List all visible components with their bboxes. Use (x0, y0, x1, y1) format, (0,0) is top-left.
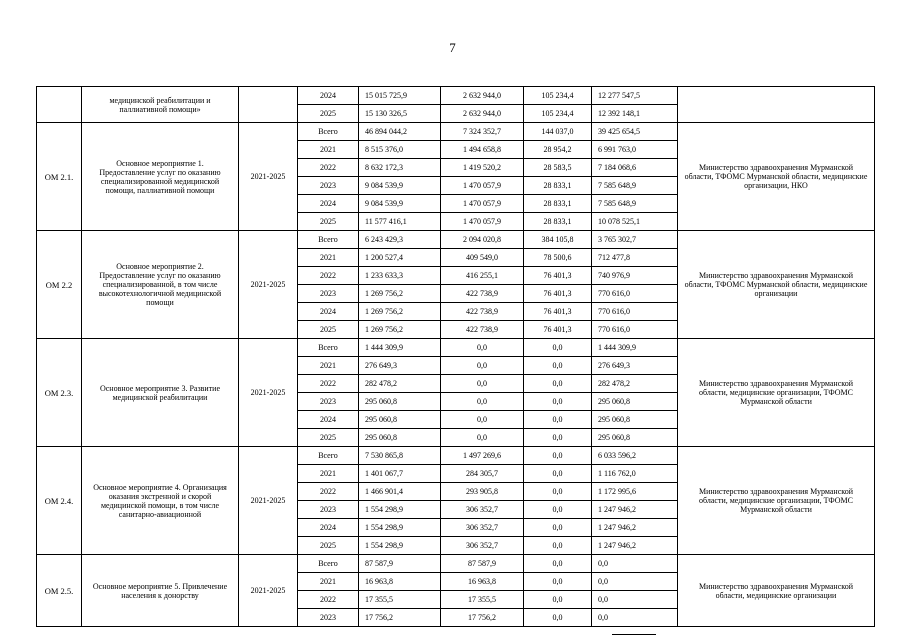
measure-name: Основное мероприятие 1. Предоставление услуг по оказанию специализированной медицинской помощи, паллиативной помощи (82, 123, 239, 231)
measure-code (37, 87, 82, 123)
federal-cell: 0,0 (441, 429, 524, 447)
year-cell: 2022 (298, 483, 359, 501)
measure-name: Основное мероприятие 4. Организация оказания экстренной и скорой медицинской помощи, в том числе санитарно-авиационной (82, 447, 239, 555)
federal-cell: 409 549,0 (441, 249, 524, 267)
total-cell: 1 200 527,4 (359, 249, 441, 267)
year-cell: 2025 (298, 105, 359, 123)
total-cell: 1 269 756,2 (359, 303, 441, 321)
measure-name: медицинской реабилитации и паллиативной помощи» (82, 87, 239, 123)
total-cell: 295 060,8 (359, 429, 441, 447)
measure-period (239, 87, 298, 123)
other-cell: 282 478,2 (592, 375, 678, 393)
federal-cell: 0,0 (441, 411, 524, 429)
regional-cell: 0,0 (524, 429, 592, 447)
measure-period: 2021-2025 (239, 339, 298, 447)
federal-cell: 422 738,9 (441, 303, 524, 321)
regional-cell: 28 833,1 (524, 177, 592, 195)
total-cell: 8 632 172,3 (359, 159, 441, 177)
regional-cell: 28 583,5 (524, 159, 592, 177)
total-cell: 6 243 429,3 (359, 231, 441, 249)
total-cell: 1 444 309,9 (359, 339, 441, 357)
year-cell: 2023 (298, 609, 359, 627)
regional-cell: 0,0 (524, 609, 592, 627)
federal-cell: 293 905,8 (441, 483, 524, 501)
total-cell: 1 554 298,9 (359, 501, 441, 519)
other-cell: 1 247 946,2 (592, 501, 678, 519)
other-cell: 0,0 (592, 609, 678, 627)
federal-cell: 306 352,7 (441, 501, 524, 519)
measure-code: ОМ 2.1. (37, 123, 82, 231)
regional-cell: 0,0 (524, 519, 592, 537)
regional-cell: 0,0 (524, 555, 592, 573)
total-cell: 276 649,3 (359, 357, 441, 375)
federal-cell: 0,0 (441, 339, 524, 357)
year-cell: 2024 (298, 303, 359, 321)
regional-cell: 76 401,3 (524, 321, 592, 339)
federal-cell: 87 587,9 (441, 555, 524, 573)
table-row (37, 231, 875, 249)
other-cell: 12 392 148,1 (592, 105, 678, 123)
total-cell: 1 401 067,7 (359, 465, 441, 483)
measure-period: 2021-2025 (239, 123, 298, 231)
other-cell: 1 172 995,6 (592, 483, 678, 501)
federal-cell: 2 632 944,0 (441, 105, 524, 123)
measure-name: Основное мероприятие 2. Предоставление услуг по оказанию специализированной, в том числе высокотехнологичной медицинской помощи (82, 231, 239, 339)
measure-code: ОМ 2.4. (37, 447, 82, 555)
federal-cell: 1 470 057,9 (441, 195, 524, 213)
year-cell: 2022 (298, 159, 359, 177)
measure-period: 2021-2025 (239, 555, 298, 627)
year-cell: 2025 (298, 321, 359, 339)
total-cell: 15 130 326,5 (359, 105, 441, 123)
table-row (37, 447, 875, 465)
measure-period: 2021-2025 (239, 447, 298, 555)
federal-cell: 416 255,1 (441, 267, 524, 285)
regional-cell: 76 401,3 (524, 267, 592, 285)
total-cell: 9 084 539,9 (359, 195, 441, 213)
other-cell: 3 765 302,7 (592, 231, 678, 249)
federal-cell: 306 352,7 (441, 519, 524, 537)
total-cell: 1 554 298,9 (359, 537, 441, 555)
regional-cell: 0,0 (524, 483, 592, 501)
measure-period: 2021-2025 (239, 231, 298, 339)
year-cell: 2024 (298, 87, 359, 105)
total-cell: 46 894 044,2 (359, 123, 441, 141)
measure-name: Основное мероприятие 5. Привлечение населения к донорству (82, 555, 239, 627)
year-cell: 2024 (298, 519, 359, 537)
other-cell: 295 060,8 (592, 393, 678, 411)
measure-executors (678, 87, 875, 123)
other-cell: 10 078 525,1 (592, 213, 678, 231)
regional-cell: 0,0 (524, 537, 592, 555)
measure-executors: Министерство здравоохранения Мурманской области, ТФОМС Мурманской области, медицинские организации, НКО (678, 123, 875, 231)
year-cell: 2023 (298, 393, 359, 411)
federal-cell: 16 963,8 (441, 573, 524, 591)
other-cell: 276 649,3 (592, 357, 678, 375)
year-cell: 2021 (298, 465, 359, 483)
federal-cell: 1 497 269,6 (441, 447, 524, 465)
other-cell: 6 033 596,2 (592, 447, 678, 465)
year-cell: 2021 (298, 573, 359, 591)
year-cell: 2023 (298, 285, 359, 303)
table-body (37, 87, 875, 627)
total-cell: 11 577 416,1 (359, 213, 441, 231)
total-cell: 1 466 901,4 (359, 483, 441, 501)
year-cell: Всего (298, 123, 359, 141)
total-cell: 15 015 725,9 (359, 87, 441, 105)
other-cell: 740 976,9 (592, 267, 678, 285)
federal-cell: 2 632 944,0 (441, 87, 524, 105)
regional-cell: 0,0 (524, 357, 592, 375)
regional-cell: 384 105,8 (524, 231, 592, 249)
regional-cell: 0,0 (524, 411, 592, 429)
federal-cell: 284 305,7 (441, 465, 524, 483)
federal-cell: 7 324 352,7 (441, 123, 524, 141)
federal-cell: 422 738,9 (441, 321, 524, 339)
other-cell: 1 444 309,9 (592, 339, 678, 357)
regional-cell: 28 833,1 (524, 195, 592, 213)
year-cell: 2022 (298, 591, 359, 609)
total-cell: 8 515 376,0 (359, 141, 441, 159)
total-cell: 16 963,8 (359, 573, 441, 591)
other-cell: 7 184 068,6 (592, 159, 678, 177)
regional-cell: 0,0 (524, 339, 592, 357)
federal-cell: 1 470 057,9 (441, 213, 524, 231)
measure-executors: Министерство здравоохранения Мурманской области, медицинские организации, ТФОМС Мурманской области (678, 339, 875, 447)
federal-cell: 306 352,7 (441, 537, 524, 555)
measure-code: ОМ 2.5. (37, 555, 82, 627)
table-row (37, 555, 875, 573)
total-cell: 282 478,2 (359, 375, 441, 393)
other-cell: 770 616,0 (592, 285, 678, 303)
year-cell: 2022 (298, 375, 359, 393)
other-cell: 6 991 763,0 (592, 141, 678, 159)
year-cell: 2025 (298, 213, 359, 231)
other-cell: 770 616,0 (592, 321, 678, 339)
total-cell: 1 233 633,3 (359, 267, 441, 285)
year-cell: Всего (298, 231, 359, 249)
regional-cell: 76 401,3 (524, 285, 592, 303)
regional-cell: 105 234,4 (524, 105, 592, 123)
federal-cell: 1 419 520,2 (441, 159, 524, 177)
total-cell: 9 084 539,9 (359, 177, 441, 195)
other-cell: 7 585 648,9 (592, 195, 678, 213)
table-row (37, 339, 875, 357)
other-cell: 7 585 648,9 (592, 177, 678, 195)
total-cell: 7 530 865,8 (359, 447, 441, 465)
federal-cell: 0,0 (441, 357, 524, 375)
total-cell: 1 554 298,9 (359, 519, 441, 537)
regional-cell: 78 500,6 (524, 249, 592, 267)
other-cell: 0,0 (592, 555, 678, 573)
total-cell: 1 269 756,2 (359, 321, 441, 339)
regional-cell: 28 954,2 (524, 141, 592, 159)
other-cell: 770 616,0 (592, 303, 678, 321)
federal-cell: 422 738,9 (441, 285, 524, 303)
regional-cell: 0,0 (524, 375, 592, 393)
total-cell: 1 269 756,2 (359, 285, 441, 303)
federal-cell: 17 355,5 (441, 591, 524, 609)
year-cell: 2025 (298, 537, 359, 555)
other-cell: 0,0 (592, 573, 678, 591)
year-cell: 2022 (298, 267, 359, 285)
federal-cell: 1 470 057,9 (441, 177, 524, 195)
regional-cell: 0,0 (524, 447, 592, 465)
measure-code: ОМ 2.3. (37, 339, 82, 447)
measure-executors: Министерство здравоохранения Мурманской области, медицинские организации (678, 555, 875, 627)
regional-cell: 76 401,3 (524, 303, 592, 321)
regional-cell: 0,0 (524, 465, 592, 483)
year-cell: Всего (298, 555, 359, 573)
other-cell: 1 116 762,0 (592, 465, 678, 483)
year-cell: 2025 (298, 429, 359, 447)
other-cell: 295 060,8 (592, 429, 678, 447)
federal-cell: 0,0 (441, 393, 524, 411)
regional-cell: 144 037,0 (524, 123, 592, 141)
total-cell: 87 587,9 (359, 555, 441, 573)
year-cell: 2023 (298, 177, 359, 195)
other-cell: 295 060,8 (592, 411, 678, 429)
regional-cell: 0,0 (524, 501, 592, 519)
federal-cell: 2 094 020,8 (441, 231, 524, 249)
federal-cell: 0,0 (441, 375, 524, 393)
federal-cell: 17 756,2 (441, 609, 524, 627)
program-funding-table (36, 86, 875, 627)
total-cell: 17 756,2 (359, 609, 441, 627)
year-cell: 2021 (298, 249, 359, 267)
measure-name: Основное мероприятие 3. Развитие медицинской реабилитации (82, 339, 239, 447)
footer-rule (612, 634, 656, 635)
total-cell: 295 060,8 (359, 393, 441, 411)
measure-executors: Министерство здравоохранения Мурманской области, ТФОМС Мурманской области, медицинские организации (678, 231, 875, 339)
regional-cell: 0,0 (524, 573, 592, 591)
other-cell: 12 277 547,5 (592, 87, 678, 105)
other-cell: 0,0 (592, 591, 678, 609)
year-cell: 2023 (298, 501, 359, 519)
federal-cell: 1 494 658,8 (441, 141, 524, 159)
other-cell: 1 247 946,2 (592, 519, 678, 537)
year-cell: 2021 (298, 357, 359, 375)
year-cell: Всего (298, 339, 359, 357)
year-cell: Всего (298, 447, 359, 465)
year-cell: 2021 (298, 141, 359, 159)
year-cell: 2024 (298, 411, 359, 429)
regional-cell: 0,0 (524, 393, 592, 411)
regional-cell: 28 833,1 (524, 213, 592, 231)
total-cell: 17 355,5 (359, 591, 441, 609)
page-number: 7 (449, 40, 456, 55)
table-row (37, 123, 875, 141)
measure-code: ОМ 2.2 (37, 231, 82, 339)
total-cell: 295 060,8 (359, 411, 441, 429)
other-cell: 712 477,8 (592, 249, 678, 267)
other-cell: 1 247 946,2 (592, 537, 678, 555)
regional-cell: 105 234,4 (524, 87, 592, 105)
measure-executors: Министерство здравоохранения Мурманской области, медицинские организации, ТФОМС Мурманской области (678, 447, 875, 555)
table-row (37, 87, 875, 105)
other-cell: 39 425 654,5 (592, 123, 678, 141)
year-cell: 2024 (298, 195, 359, 213)
regional-cell: 0,0 (524, 591, 592, 609)
